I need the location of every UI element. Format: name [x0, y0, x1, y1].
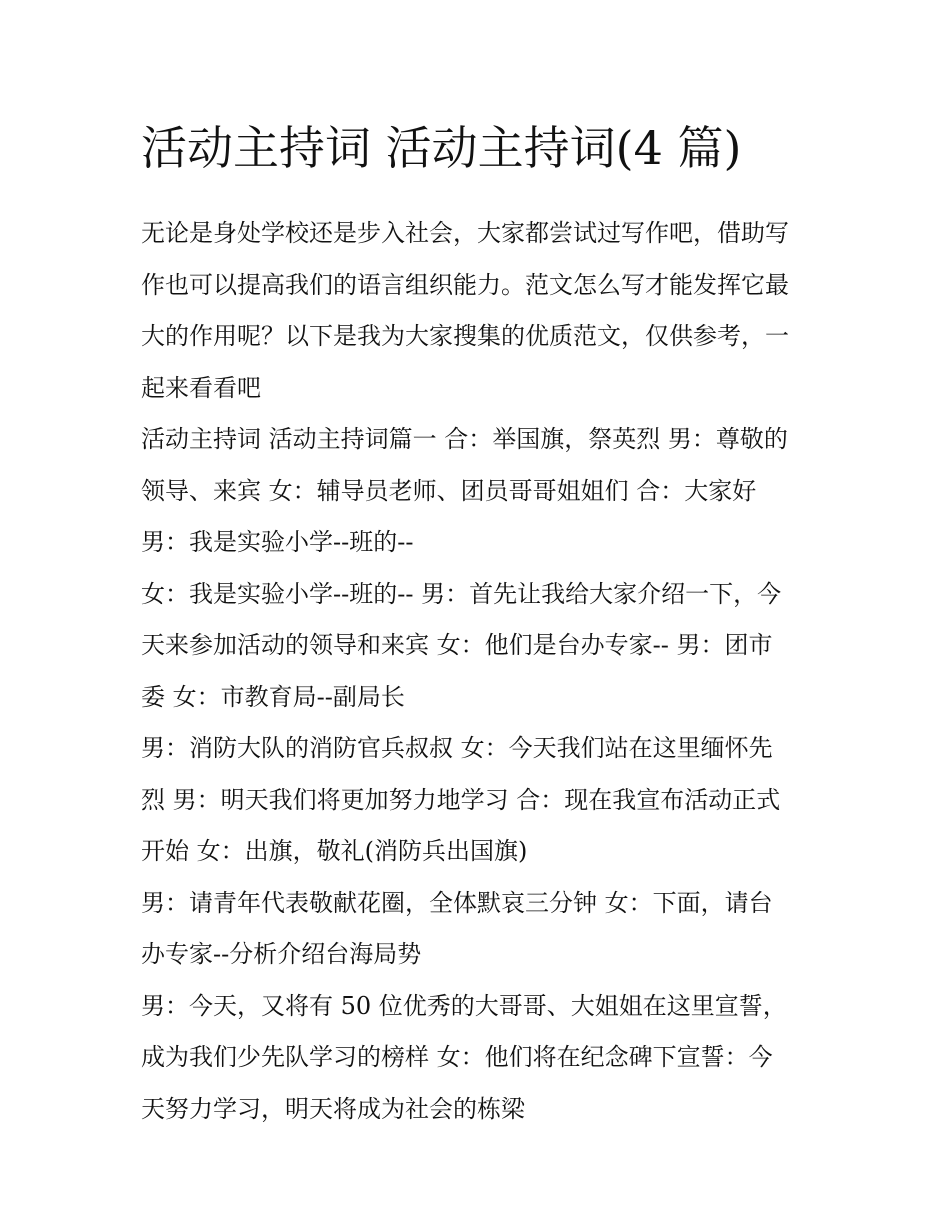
body-line: 女：我是实验小学--班的-- 男：首先让我给大家介绍一下，今: [141, 579, 782, 608]
body-line: 活动主持词 活动主持词篇一 合：举国旗，祭英烈 男：尊敬的: [141, 425, 788, 453]
body-line: 无论是身处学校还是步入社会，大家都尝试过写作吧，借助写: [141, 219, 789, 247]
body-line: 起来看看吧: [141, 373, 261, 402]
body-line: 领导、来宾 女：辅导员老师、团员哥哥姐姐们 合：大家好: [141, 476, 757, 505]
body-line: 男：今天，又将有 50 位优秀的大哥哥、大姐姐在这里宣誓，: [141, 991, 787, 1020]
body-line: 大的作用呢？以下是我为大家搜集的优质范文，仅供参考，一: [141, 322, 789, 350]
body-line: 男：我是实验小学--班的--: [141, 528, 414, 556]
body-line: 委 女：市教育局--副局长: [141, 682, 405, 711]
document-title: 活动主持词 活动主持词(4 篇): [141, 121, 742, 175]
body-line: 开始 女：出旗，敬礼(消防兵出国旗): [141, 837, 528, 865]
body-line: 办专家--分析介绍台海局势: [141, 940, 422, 968]
body-line: 天来参加活动的领导和来宾 女：他们是台办专家-- 男：团市: [141, 631, 773, 659]
body-line: 作也可以提高我们的语言组织能力。范文怎么写才能发挥它最: [141, 270, 789, 299]
body-line: 男：请青年代表敬献花圈，全体默哀三分钟 女：下面，请台: [141, 888, 773, 917]
body-line: 成为我们少先队学习的榜样 女：他们将在纪念碑下宣誓：今: [141, 1043, 773, 1071]
body-line: 天努力学习，明天将成为社会的栋梁: [141, 1094, 525, 1123]
document-body: [141, 118, 813, 1135]
body-line: 烈 男：明天我们将更加努力地学习 合：现在我宣布活动正式: [141, 785, 781, 814]
body-line: 男：消防大队的消防官兵叔叔 女：今天我们站在这里缅怀先: [141, 734, 773, 762]
